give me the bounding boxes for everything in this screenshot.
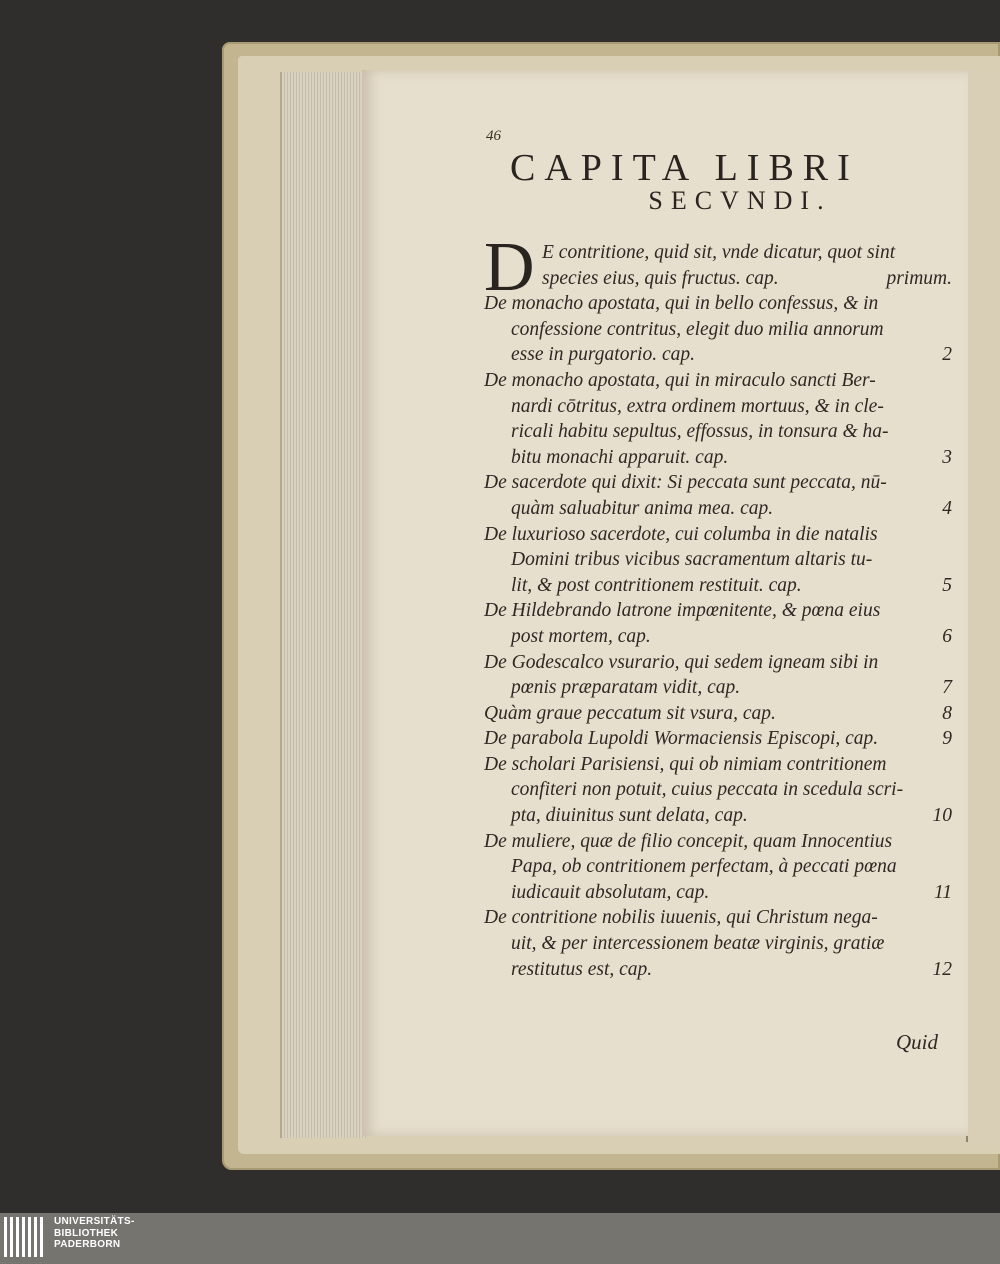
list-item <box>484 291 952 317</box>
chapter-number: 7 <box>942 677 952 699</box>
list-item <box>484 726 952 752</box>
list-item <box>484 880 952 906</box>
entry-text: De Hildebrando latrone impœnitente, & pœna eius <box>484 600 881 622</box>
entry-text: De muliere, quæ de filio concepit, quam Innocentius <box>484 830 893 852</box>
entry-text: nardi cōtritus, extra ordinem mortuus, & in cle- <box>511 395 884 417</box>
library-name-line: PADERBORN <box>54 1239 121 1250</box>
entry-text: post mortem, cap. <box>511 625 651 647</box>
entry-text: species eius, quis fructus. cap. <box>542 267 779 289</box>
chapter-number: 3 <box>942 446 952 468</box>
entry-text: De scholari Parisiensi, qui ob nimiam contritionem <box>484 753 887 775</box>
library-logo-icon <box>4 1217 48 1257</box>
list-item <box>484 419 952 445</box>
entry-text: De monacho apostata, qui in bello confessus, & in <box>484 293 879 315</box>
chapter-number: 6 <box>942 625 952 647</box>
entry-text: quàm saluabitur anima mea. cap. <box>511 497 774 519</box>
list-item <box>484 752 952 778</box>
list-item <box>484 829 952 855</box>
list-item <box>484 777 952 803</box>
list-item <box>484 266 952 292</box>
list-item <box>484 496 952 522</box>
list-item <box>484 394 952 420</box>
page-number: 46 <box>486 128 501 144</box>
entry-text: E contritione, quid sit, vnde dicatur, quot sint <box>542 242 896 263</box>
list-item <box>484 368 952 394</box>
chapter-number: 10 <box>932 805 952 827</box>
list-item <box>484 598 952 624</box>
entry-text: bitu monachi apparuit. cap. <box>511 446 729 468</box>
entry-text: Quàm graue peccatum sit vsura, cap. <box>484 702 776 724</box>
list-item <box>484 650 952 676</box>
chapter-number: primum. <box>886 267 952 289</box>
footer-bar <box>0 1213 1000 1264</box>
chapter-number: 12 <box>932 958 952 980</box>
entry-text: Domini tribus vicibus sacramentum altaris tu- <box>511 549 873 571</box>
chapter-number: 8 <box>942 702 952 724</box>
list-item <box>484 573 952 599</box>
list-item <box>484 957 952 983</box>
page-edges <box>280 72 366 1138</box>
library-name-line: UNIVERSITÄTS- <box>54 1216 135 1227</box>
entry-text: De Godescalco vsurario, qui sedem igneam sibi in <box>484 651 879 673</box>
list-item <box>484 547 952 573</box>
list-item <box>484 317 952 343</box>
list-item <box>484 470 952 496</box>
list-item <box>484 803 952 829</box>
list-item <box>484 675 952 701</box>
catchword: Quid <box>896 1030 938 1054</box>
chapter-number: 2 <box>942 344 952 366</box>
drop-capital: D <box>484 229 535 306</box>
chapter-list <box>484 229 952 982</box>
entry-text: pta, diuinitus sunt delata, cap. <box>511 805 748 827</box>
page-title: CAPITA LIBRI <box>510 147 859 189</box>
entry-text: restitutus est, cap. <box>511 958 653 980</box>
list-item <box>484 854 952 880</box>
entry-text: pœnis præparatam vidit, cap. <box>511 677 741 699</box>
list-item <box>484 522 952 548</box>
list-item <box>484 931 952 957</box>
entry-text: lit, & post contritionem restituit. cap. <box>511 574 802 596</box>
library-name-line: BIBLIOTHEK <box>54 1227 119 1239</box>
entry-text: De contritione nobilis iuuenis, qui Christum nega- <box>484 907 878 929</box>
chapter-number: 5 <box>942 574 952 596</box>
entry-text: De luxurioso sacerdote, cui columba in die natalis <box>484 523 878 545</box>
page-subtitle: SECVNDI. <box>648 186 832 215</box>
entry-text: De sacerdote qui dixit: Si peccata sunt peccata, nū- <box>484 472 887 494</box>
chapter-number: 4 <box>942 497 952 519</box>
list-item <box>484 445 952 471</box>
list-item <box>484 342 952 368</box>
entry-text: iudicauit absolutam, cap. <box>511 881 710 903</box>
chapter-number: 9 <box>942 728 952 750</box>
entry-text: De parabola Lupoldi Wormaciensis Episcopi, cap. <box>484 728 879 750</box>
entry-text: De monacho apostata, qui in miraculo sancti Ber- <box>484 369 876 391</box>
chapter-number: 11 <box>933 881 952 903</box>
library-name <box>54 1216 135 1251</box>
list-item <box>484 701 952 727</box>
facing-page-edge <box>966 70 1000 1142</box>
entry-text: esse in purgatorio. cap. <box>511 344 695 366</box>
entry-text: confessione contritus, elegit duo milia annorum <box>511 318 884 340</box>
entry-text: uit, & per intercessionem beatæ virginis, gratiæ <box>511 933 885 955</box>
entry-text: confiteri non potuit, cuius peccata in scedula scri- <box>511 779 904 801</box>
list-item <box>484 905 952 931</box>
list-item <box>484 624 952 650</box>
entry-text: ricali habitu sepultus, effossus, in tonsura & ha- <box>511 421 889 443</box>
entry-text: Papa, ob contritionem perfectam, à peccati pœna <box>511 856 897 878</box>
